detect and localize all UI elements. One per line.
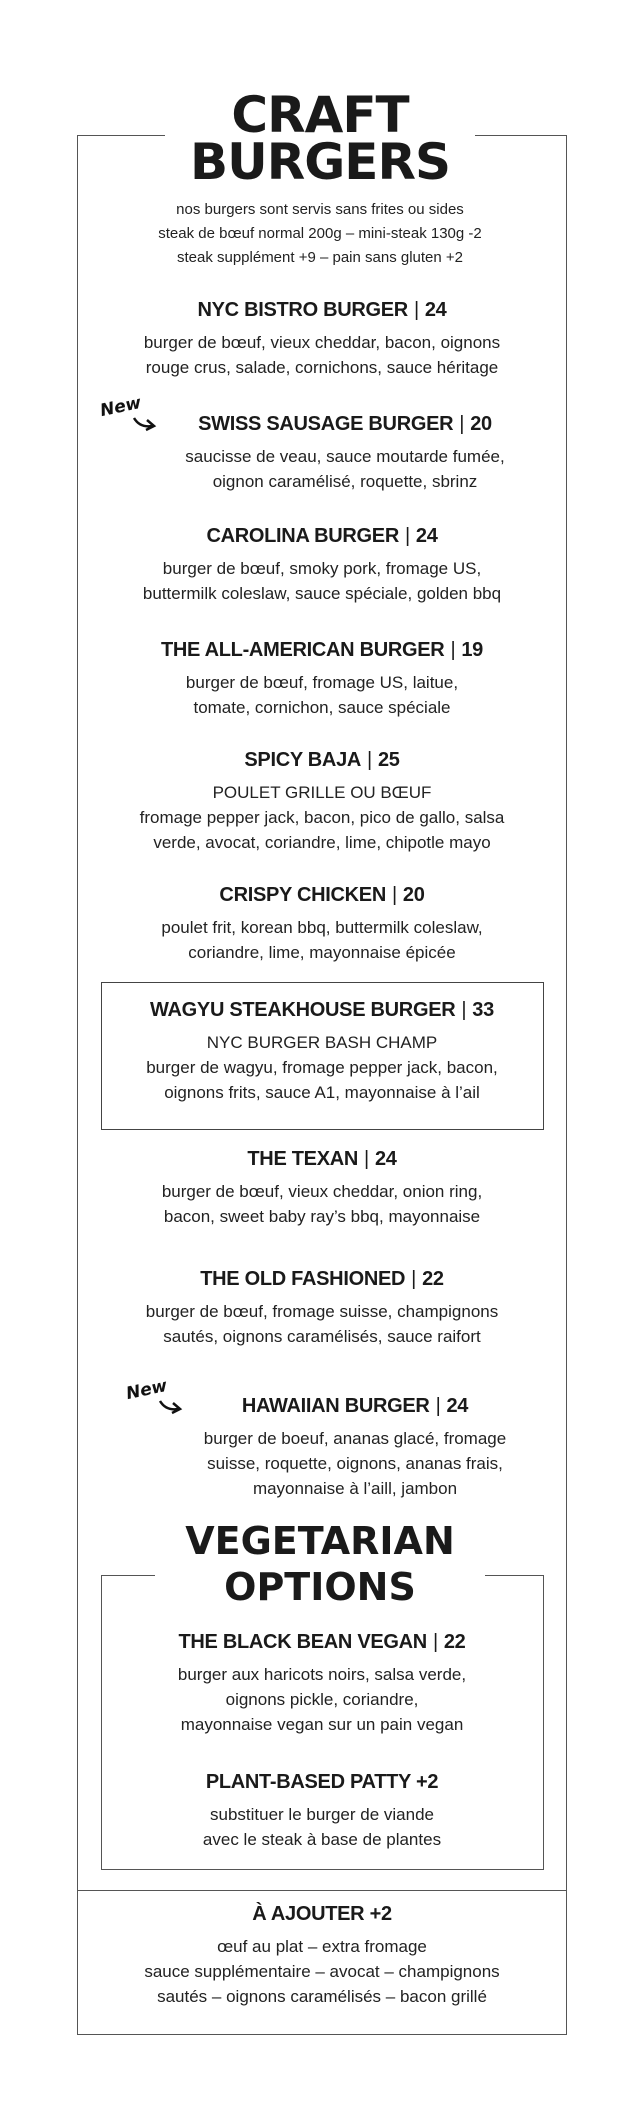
item-subtitle: NYC BURGER BASH CHAMP (206, 1033, 438, 1052)
vegetarian-title-line-1: VEGETARIAN (185, 1519, 455, 1563)
item-desc-line: poulet frit, korean bbq, buttermilk coleslaw, (161, 918, 483, 937)
item-name: SWISS SAUSAGE BURGER (198, 413, 454, 435)
item-price: 24 (424, 299, 447, 321)
section-divider (77, 1890, 567, 1891)
item-price: 22 (443, 1631, 466, 1653)
item-desc-line: burger de wagyu, fromage pepper jack, bacon, (146, 1058, 498, 1077)
item-desc-line: burger de boeuf, ananas glacé, fromage (203, 1429, 507, 1448)
item-name: HAWAIIAN BURGER (241, 1395, 430, 1417)
item-name: THE OLD FASHIONED (200, 1268, 406, 1290)
menu-item-black-bean-vegan: THE BLACK BEAN VEGAN | 22 burger aux haricots noirs, salsa verde, oignons pickle, coriandre, mayonnaise vegan sur un pain vegan (77, 1628, 567, 1737)
extras-line: sautés – oignons caramélisés – bacon grillé (157, 1987, 487, 2006)
menu-item-spicy-baja: SPICY BAJA | 25 POULET GRILLE OU BŒUF fromage pepper jack, bacon, pico de gallo, salsa verde, avocat, coriandre, lime, chipotle mayo (77, 746, 567, 855)
item-desc-line: mayonnaise vegan sur un pain vegan (180, 1715, 464, 1734)
item-price: 24 (446, 1395, 469, 1417)
menu-item-all-american: THE ALL-AMERICAN BURGER | 19 burger de bœuf, fromage US, laitue, tomate, cornichon, sauce spéciale (77, 636, 567, 720)
item-price: 24 (374, 1148, 397, 1170)
item-desc-line: saucisse de veau, sauce moutarde fumée, (185, 447, 505, 466)
item-desc-line: coriandre, lime, mayonnaise épicée (188, 943, 456, 962)
menu-item-the-texan: THE TEXAN | 24 burger de bœuf, vieux cheddar, onion ring, bacon, sweet baby ray’s bbq, mayonnaise (77, 1145, 567, 1229)
item-desc-line: burger de bœuf, smoky pork, fromage US, (162, 559, 482, 578)
extras-section (77, 1900, 567, 2009)
item-desc-line: suisse, roquette, oignons, ananas frais, (207, 1454, 503, 1473)
menu-item-old-fashioned: THE OLD FASHIONED | 22 burger de bœuf, fromage suisse, champignons sautés, oignons caramélisés, sauce raifort (77, 1265, 567, 1349)
item-name: CRISPY CHICKEN (219, 884, 386, 906)
item-name: SPICY BAJA (244, 749, 362, 771)
intro-line: steak de bœuf normal 200g – mini-steak 130g -2 (158, 225, 482, 242)
item-price: 33 (472, 999, 494, 1021)
item-desc-line: bacon, sweet baby ray’s bbq, mayonnaise (163, 1207, 481, 1226)
item-desc-line: mayonnaise à l’aill, jambon (252, 1479, 458, 1498)
item-name: NYC BISTRO BURGER (197, 299, 408, 321)
item-price: 22 (422, 1268, 444, 1290)
extras-line: œuf au plat – extra fromage (217, 1937, 427, 1956)
item-price: 19 (461, 639, 483, 661)
item-desc-line: burger de bœuf, fromage suisse, champignons (145, 1302, 499, 1321)
item-desc-line: fromage pepper jack, bacon, pico de gallo, salsa (139, 808, 505, 827)
item-desc-line: burger de bœuf, vieux cheddar, onion ring, (161, 1182, 483, 1201)
item-desc-line: oignon caramélisé, roquette, sbrinz (212, 472, 478, 491)
item-desc-line: buttermilk coleslaw, sauce spéciale, golden bbq (142, 584, 502, 603)
intro-line: steak supplément +9 – pain sans gluten +2 (176, 249, 464, 266)
item-desc-line: burger de bœuf, vieux cheddar, bacon, oignons (143, 333, 501, 352)
item-desc-line: oignons pickle, coriandre, (225, 1690, 419, 1709)
menu-item-crispy-chicken: CRISPY CHICKEN | 20 poulet frit, korean bbq, buttermilk coleslaw, coriandre, lime, mayonnaise épicée (77, 881, 567, 965)
item-desc-line: rouge crus, salade, cornichons, sauce héritage (145, 358, 499, 377)
intro-line: nos burgers sont servis sans frites ou sides (176, 201, 464, 218)
item-name: THE BLACK BEAN VEGAN (178, 1631, 427, 1653)
item-name: PLANT-BASED PATTY +2 (205, 1771, 439, 1793)
item-desc-line: verde, avocat, coriandre, lime, chipotle mayo (153, 833, 491, 852)
item-desc-line: tomate, cornichon, sauce spéciale (193, 698, 451, 717)
item-desc-line: burger de bœuf, fromage US, laitue, (185, 673, 459, 692)
item-desc-line: oignons frits, sauce A1, mayonnaise à l’ail (164, 1083, 480, 1102)
menu-item-hawaiian: HAWAIIAN BURGER | 24 burger de boeuf, ananas glacé, fromage suisse, roquette, oignons, ananas frais, mayonnaise à l’aill, jambon (110, 1392, 600, 1501)
item-name: WAGYU STEAKHOUSE BURGER (150, 999, 456, 1021)
new-badge: New (124, 1375, 170, 1405)
menu-item-wagyu-steakhouse: WAGYU STEAKHOUSE BURGER | 33 NYC BURGER BASH CHAMP burger de wagyu, fromage pepper jack, bacon, oignons frits, sauce A1, mayonnaise à l’ail (77, 996, 567, 1105)
new-badge: New (98, 392, 144, 422)
title-line-1: CRAFT (231, 86, 409, 144)
item-price: 25 (377, 749, 400, 771)
item-desc-line: substituer le burger de viande (210, 1805, 434, 1824)
menu-item-nyc-bistro: NYC BISTRO BURGER | 24 burger de bœuf, vieux cheddar, bacon, oignons rouge crus, salade, cornichons, sauce héritage (77, 296, 567, 380)
extras-line: sauce supplémentaire – avocat – champignons (144, 1962, 500, 1981)
item-price: 20 (470, 413, 492, 435)
item-desc-line: burger aux haricots noirs, salsa verde, (177, 1665, 467, 1684)
item-desc-line: avec le steak à base de plantes (202, 1830, 442, 1849)
item-desc-line: sautés, oignons caramélisés, sauce raifort (163, 1327, 481, 1346)
intro-notes (0, 198, 640, 270)
item-name: CAROLINA BURGER (206, 525, 399, 547)
menu-item-carolina: CAROLINA BURGER | 24 burger de bœuf, smoky pork, fromage US, buttermilk coleslaw, sauce spéciale, golden bbq (77, 522, 567, 606)
item-name: THE ALL-AMERICAN BURGER (160, 639, 445, 661)
menu-item-swiss-sausage: SWISS SAUSAGE BURGER | 20 saucisse de veau, sauce moutarde fumée, oignon caramélisé, roquette, sbrinz (100, 410, 590, 494)
extras-title: À AJOUTER +2 (252, 1903, 392, 1925)
menu-item-plant-based-patty (77, 1768, 567, 1852)
vegetarian-title-line-2: OPTIONS (224, 1565, 416, 1609)
item-name: THE TEXAN (247, 1148, 359, 1170)
title-line-2: BURGERS (190, 133, 450, 191)
item-subtitle: POULET GRILLE OU BŒUF (212, 783, 432, 802)
item-price: 24 (415, 525, 438, 547)
item-price: 20 (402, 884, 425, 906)
